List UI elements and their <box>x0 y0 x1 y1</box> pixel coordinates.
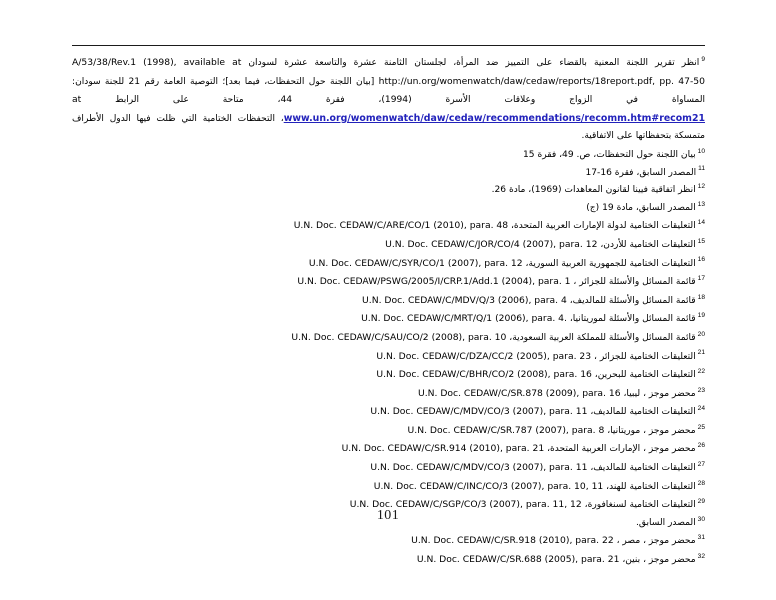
footnote-text-arabic: محضر موجز ، مصر ، <box>613 536 696 547</box>
footnote-number: 20 <box>697 330 705 338</box>
footnote-text-arabic: التعليقات الختامية للجزائر ، <box>591 351 696 362</box>
footnote-entry <box>72 478 705 497</box>
footnote-number: 9 <box>701 55 705 63</box>
footnote-number: 32 <box>697 552 705 560</box>
footnote-text-latin: U.N. Doc. CEDAW/C/SGP/CO/3 (2007), para. 11, 12 <box>349 499 582 511</box>
footnote-text-latin: U.N. Doc. CEDAW/C/SR.688 (2005), para. 21 <box>416 554 620 566</box>
footnote-number: 10 <box>697 147 705 155</box>
footnote-text-latin: U.N. Doc. CEDAW/C/ARE/CO/1 (2010), para. 48 <box>293 220 509 232</box>
footnote-entry <box>72 273 705 292</box>
footnote-text-latin: at <box>72 94 82 106</box>
footnote-number: 11 <box>698 165 705 173</box>
footnote-entry <box>72 236 705 255</box>
footnote-text-latin: U.N. Doc. CEDAW/C/MRT/Q/1 (2006), para. 4. <box>361 313 567 325</box>
footnote-text-latin: U.N. Doc. CEDAW/C/BHR/CO/2 (2008), para. 16 <box>376 369 592 381</box>
footnote-number: 22 <box>697 368 705 375</box>
footnote-text-arabic: قائمة المسائل والأسئلة لموريتانيا، <box>566 314 696 325</box>
footnote-entry <box>72 366 705 385</box>
footnote-text-latin: U.N. Doc. CEDAW/C/MDV/CO/3 (2007), para. 11 <box>370 462 588 474</box>
footnote-entry <box>72 532 705 551</box>
footnote-text-latin: U.N. Doc. CEDAW/C/SAU/CO/2 (2008), para. 10 <box>291 331 507 343</box>
footnote-text-arabic: محضر موجز ، بنين، <box>619 555 696 566</box>
footnote-number: 29 <box>697 498 705 506</box>
footnote-text-latin: U.N. Doc. CEDAW/C/SR.918 (2010), para. 22 <box>411 535 614 547</box>
footnote-text-arabic: التعليقات الختامية للمالديف، <box>587 407 696 418</box>
footnote-number: 19 <box>697 312 705 320</box>
footnote-text-arabic: المصدر السابق، فقرة 16-17 <box>585 167 697 178</box>
footnote-entry <box>72 403 705 422</box>
footnote-entry <box>72 147 705 165</box>
footnote-number: 26 <box>697 442 705 450</box>
footnote-text-arabic: [بيان اللجنة حول التحفظات، فيما بعد]؛ التوصية العامة رقم 21 للجنة سودان: المساواة في الزواج وعلاقات الأسرة (1994)، فقرة 44، متاحة على الرابط <box>72 76 705 106</box>
footnote-text-arabic: التعليقات الختامية للبحرين، <box>591 370 696 381</box>
footnote-text-latin: U.N. Doc. CEDAW/PSWG/2005/I/CRP.1/Add.1 (2004), para. 1 <box>297 276 571 288</box>
footnote-number: 27 <box>697 460 705 468</box>
footnote-number: 18 <box>697 293 705 301</box>
footnote-text-latin: U.N. Doc. CEDAW/C/SR.787 (2007), para. 8 <box>407 424 605 436</box>
footnote-text-arabic: انظر تقرير اللجنة المعنية بالقضاء على التمييز ضد المرأة، لجلستان الثامنة عشرة والتاسعة عشرة لسودان <box>241 58 700 68</box>
footnote-text-latin: U.N. Doc. CEDAW/C/SR.878 (2009), para. 16 <box>417 387 621 399</box>
footnote-number: 12 <box>697 183 705 191</box>
footnote-text-arabic: ، التحفظات الختامية التي ظلت فيها الدول الأطراف متمسكة بتحفظاتها على الاتفاقية. <box>72 113 705 142</box>
footnote-number: 14 <box>697 219 705 227</box>
footnote-text-arabic: المصدر السابق، مادة 19 (ج) <box>586 202 696 213</box>
footnote-number: 30 <box>697 515 705 523</box>
footnote-entry <box>72 165 705 183</box>
footnote-number: 21 <box>697 349 705 357</box>
footnote-text-arabic: محضر موجز ، الإمارات العربية المتحدة، <box>544 444 696 455</box>
footnote-entry <box>72 551 705 570</box>
footnote-text-arabic: قائمة المسائل والأسئلة للجزائر ، <box>570 277 696 288</box>
footnote-text-latin: U.N. Doc. CEDAW/C/MDV/Q/3 (2006), para. 4 <box>362 294 567 306</box>
footnote-text-latin: A/53/38/Rev.1 (1998), available at <box>72 57 242 68</box>
footnote-text-arabic: محضر موجز ، ليبيا، <box>620 388 696 399</box>
footnote-text-arabic: بيان اللجنة حول التحفظات، ص. 49، فقرة 15 <box>523 149 696 160</box>
footnote-entry <box>72 440 705 459</box>
footnote-text-latin: U.N. Doc. CEDAW/C/MDV/CO/3 (2007), para. 11 <box>370 406 588 418</box>
footnote-text-arabic: محضر موجز ، موريتانيا، <box>604 425 696 436</box>
footnote-separator-rule <box>72 45 705 46</box>
footnote-number: 28 <box>697 479 705 487</box>
footnote-text-latin: U.N. Doc. CEDAW/C/SYR/CO/1 (2007), para. 12 <box>308 257 523 269</box>
footnote-text-latin: U.N. Doc. CEDAW/C/DZA/CC/2 (2005), para. 23 <box>376 350 592 362</box>
footnote-entry <box>72 310 705 329</box>
footnote-entry <box>72 217 705 236</box>
footnote-text-arabic: قائمة المسائل والأسئلة للمالديف، <box>566 295 696 306</box>
footnote-entry <box>72 255 705 274</box>
page-number: 101 <box>376 508 400 523</box>
footnote-entry <box>72 292 705 311</box>
footnote-number: 31 <box>697 534 705 542</box>
footnote-number: 25 <box>697 423 705 431</box>
footnote-number: 16 <box>697 256 705 264</box>
footnote-entry <box>72 459 705 478</box>
footnote-text-latin: U.N. Doc. CEDAW/C/INC/CO/3 (2007), para. 10, 11 <box>373 480 604 492</box>
footnote-text-arabic: التعليقات الختامية للمالديف، <box>587 463 696 474</box>
footnote-entry <box>72 422 705 441</box>
footnote-list <box>72 54 705 570</box>
footnote-entry <box>72 385 705 404</box>
footnote-text-arabic: انظر اتفاقية فيينا لقانون المعاهدات (1969)، مادة 26. <box>491 185 696 196</box>
footnote-text-arabic: التعليقات الختامية لدولة الإمارات العربية المتحدة، <box>508 221 696 232</box>
footnote-number: 15 <box>697 237 705 245</box>
footnote-entry <box>72 200 705 218</box>
footnote-text-arabic: المصدر السابق. <box>635 517 696 528</box>
footnote-text-arabic: التعليقات الختامية للجمهورية العربية السورية، <box>522 258 696 269</box>
footnote-hyperlink[interactable]: www.un.org/womenwatch/daw/cedaw/recommendations/recomm.htm#recom21 <box>283 112 705 124</box>
footnote-text-arabic: قائمة المسائل والأسئلة للمملكة العربية السعودية، <box>506 332 696 343</box>
footnote-text-latin: U.N. Doc. CEDAW/C/JOR/CO/4 (2007), para. 12 <box>385 238 598 250</box>
footnote-entry <box>72 54 705 146</box>
footnote-entry <box>72 348 705 367</box>
footnote-number: 23 <box>697 386 705 394</box>
footnote-number: 17 <box>697 275 705 283</box>
footnote-entry <box>72 329 705 348</box>
footnote-text-latin: http://un.org/womenwatch/daw/cedaw/reports/18report.pdf, pp. 47-50 <box>378 75 705 87</box>
footnote-text-arabic: التعليقات الختامية لسنغافورة، <box>581 500 696 511</box>
footnote-number: 13 <box>697 200 705 208</box>
footnote-number: 24 <box>697 405 705 413</box>
footnote-text-arabic: التعليقات الختامية للأردن، <box>597 239 696 250</box>
footnote-text-latin: U.N. Doc. CEDAW/C/SR.914 (2010), para. 21 <box>341 443 545 455</box>
footnote-text-arabic: التعليقات الختامية للهند، <box>603 481 696 492</box>
footnote-entry <box>72 182 705 200</box>
